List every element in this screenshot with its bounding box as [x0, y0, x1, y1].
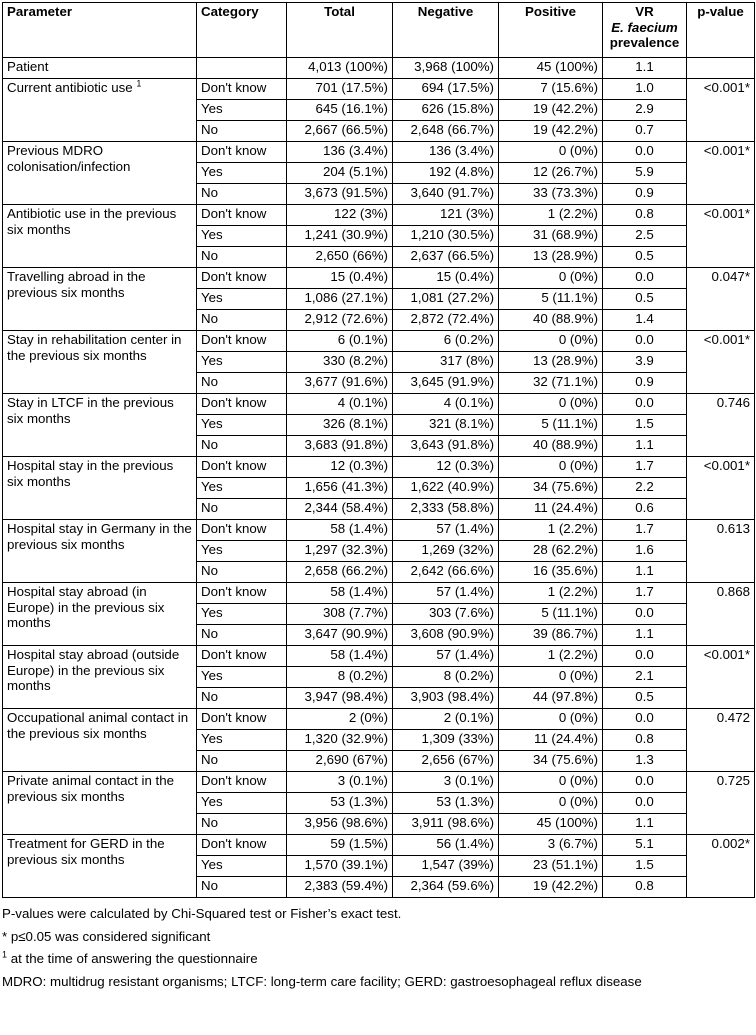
negative-cell: 6 (0.2%) [393, 331, 499, 352]
positive-cell: 3 (6.7%) [499, 835, 603, 856]
positive-cell: 40 (88.9%) [499, 436, 603, 457]
negative-cell: 303 (7.6%) [393, 604, 499, 625]
patient-pvalue [687, 58, 755, 79]
pvalue-cell: 0.746 [687, 394, 755, 457]
category-cell: Don't know [197, 772, 287, 793]
patient-row [3, 58, 755, 79]
parameter-cell [3, 583, 197, 646]
category-cell: Don't know [197, 646, 287, 667]
parameter-label: Hospital stay abroad (outside Europe) in the previous six months [7, 647, 180, 693]
category-cell: Yes [197, 730, 287, 751]
positive-cell: 33 (73.3%) [499, 184, 603, 205]
table-row [3, 268, 755, 289]
negative-cell: 8 (0.2%) [393, 667, 499, 688]
vr-prevalence-cell: 0.8 [603, 205, 687, 226]
positive-cell: 1 (2.2%) [499, 646, 603, 667]
positive-cell: 11 (24.4%) [499, 730, 603, 751]
parameter-cell [3, 457, 197, 520]
vr-prevalence-cell: 1.0 [603, 79, 687, 100]
negative-cell: 2 (0.1%) [393, 709, 499, 730]
table-row [3, 646, 755, 667]
positive-cell: 34 (75.6%) [499, 751, 603, 772]
table-row [3, 205, 755, 226]
total-cell: 3,947 (98.4%) [287, 688, 393, 709]
table-row [3, 520, 755, 541]
pvalue-cell: 0.868 [687, 583, 755, 646]
parameter-cell [3, 79, 197, 142]
vr-prevalence-cell: 0.0 [603, 772, 687, 793]
footnote-abbreviations: MDRO: multidrug resistant organisms; LTCF: long-term care facility; GERD: gastroesophageal reflux disease [2, 974, 642, 989]
vr-prevalence-cell: 0.0 [603, 793, 687, 814]
negative-cell: 3,645 (91.9%) [393, 373, 499, 394]
total-cell: 1,297 (32.3%) [287, 541, 393, 562]
category-cell: Don't know [197, 583, 287, 604]
negative-cell: 4 (0.1%) [393, 394, 499, 415]
negative-cell: 15 (0.4%) [393, 268, 499, 289]
parameter-footnote-marker: 1 [136, 78, 142, 89]
positive-cell: 45 (100%) [499, 814, 603, 835]
total-cell: 53 (1.3%) [287, 793, 393, 814]
positive-cell: 0 (0%) [499, 667, 603, 688]
negative-cell: 1,622 (40.9%) [393, 478, 499, 499]
category-cell: Don't know [197, 709, 287, 730]
positive-cell: 40 (88.9%) [499, 310, 603, 331]
negative-cell: 2,656 (67%) [393, 751, 499, 772]
positive-cell: 13 (28.9%) [499, 247, 603, 268]
total-cell: 1,320 (32.9%) [287, 730, 393, 751]
category-cell: Don't know [197, 268, 287, 289]
negative-cell: 2,637 (66.5%) [393, 247, 499, 268]
category-cell: Don't know [197, 205, 287, 226]
parameter-label: Occupational animal contact in the previous six months [7, 710, 189, 741]
positive-cell: 1 (2.2%) [499, 520, 603, 541]
category-cell: Yes [197, 289, 287, 310]
total-cell: 58 (1.4%) [287, 583, 393, 604]
vr-prevalence-cell: 2.9 [603, 100, 687, 121]
parameter-cell [3, 835, 197, 898]
category-cell: No [197, 877, 287, 898]
category-cell: Don't know [197, 331, 287, 352]
category-cell: No [197, 436, 287, 457]
negative-cell: 3,911 (98.6%) [393, 814, 499, 835]
positive-cell: 0 (0%) [499, 457, 603, 478]
vr-prevalence-cell: 1.7 [603, 520, 687, 541]
total-cell: 4 (0.1%) [287, 394, 393, 415]
header-pvalue: p-value [687, 3, 755, 58]
positive-cell: 1 (2.2%) [499, 205, 603, 226]
vr-prevalence-cell: 2.5 [603, 226, 687, 247]
category-cell: Don't know [197, 79, 287, 100]
parameter-cell [3, 331, 197, 394]
total-cell: 204 (5.1%) [287, 163, 393, 184]
table-row [3, 457, 755, 478]
total-cell: 58 (1.4%) [287, 520, 393, 541]
footnote-antibiotic-timing [2, 951, 754, 967]
category-cell: No [197, 751, 287, 772]
total-cell: 330 (8.2%) [287, 352, 393, 373]
pvalue-cell: 0.047* [687, 268, 755, 331]
positive-cell: 0 (0%) [499, 331, 603, 352]
total-cell: 58 (1.4%) [287, 646, 393, 667]
category-cell: Yes [197, 541, 287, 562]
positive-cell: 0 (0%) [499, 142, 603, 163]
category-cell: No [197, 625, 287, 646]
negative-cell: 3,643 (91.8%) [393, 436, 499, 457]
negative-cell: 57 (1.4%) [393, 583, 499, 604]
parameter-label: Stay in LTCF in the previous six months [7, 395, 174, 426]
patient-parameter: Patient [3, 58, 197, 79]
category-cell: Yes [197, 352, 287, 373]
parameter-cell [3, 709, 197, 772]
positive-cell: 28 (62.2%) [499, 541, 603, 562]
category-cell: No [197, 814, 287, 835]
vr-prevalence-cell: 1.1 [603, 562, 687, 583]
header-negative: Negative [393, 3, 499, 58]
patient-total: 4,013 (100%) [287, 58, 393, 79]
total-cell: 2,912 (72.6%) [287, 310, 393, 331]
parameter-cell [3, 772, 197, 835]
category-cell: Yes [197, 163, 287, 184]
category-cell: Don't know [197, 520, 287, 541]
total-cell: 2,344 (58.4%) [287, 499, 393, 520]
positive-cell: 23 (51.1%) [499, 856, 603, 877]
vr-prevalence-cell: 1.1 [603, 436, 687, 457]
positive-cell: 12 (26.7%) [499, 163, 603, 184]
category-cell: Don't know [197, 394, 287, 415]
total-cell: 3,647 (90.9%) [287, 625, 393, 646]
table-row [3, 772, 755, 793]
results-table-container [2, 2, 754, 898]
positive-cell: 13 (28.9%) [499, 352, 603, 373]
negative-cell: 136 (3.4%) [393, 142, 499, 163]
category-cell: No [197, 310, 287, 331]
parameter-label: Previous MDRO colonisation/infection [7, 143, 131, 174]
negative-cell: 2,364 (59.6%) [393, 877, 499, 898]
parameter-label: Hospital stay abroad (in Europe) in the previous six months [7, 584, 165, 630]
vr-prevalence-cell: 0.7 [603, 121, 687, 142]
pvalue-cell: <0.001* [687, 457, 755, 520]
total-cell: 1,656 (41.3%) [287, 478, 393, 499]
table-row [3, 583, 755, 604]
footnote-pvalue-method: P-values were calculated by Chi-Squared test or Fisher’s exact test. [2, 906, 402, 921]
negative-cell: 53 (1.3%) [393, 793, 499, 814]
vr-prevalence-cell: 0.9 [603, 373, 687, 394]
footnote-significance: * p≤0.05 was considered significant [2, 929, 211, 944]
positive-cell: 44 (97.8%) [499, 688, 603, 709]
pvalue-cell: 0.002* [687, 835, 755, 898]
category-cell: Yes [197, 226, 287, 247]
vr-prevalence-cell: 1.1 [603, 814, 687, 835]
negative-cell: 321 (8.1%) [393, 415, 499, 436]
total-cell: 8 (0.2%) [287, 667, 393, 688]
category-cell: No [197, 121, 287, 142]
positive-cell: 11 (24.4%) [499, 499, 603, 520]
vr-prevalence-cell: 1.7 [603, 583, 687, 604]
vr-prevalence-cell: 1.6 [603, 541, 687, 562]
negative-cell: 626 (15.8%) [393, 100, 499, 121]
total-cell: 6 (0.1%) [287, 331, 393, 352]
negative-cell: 12 (0.3%) [393, 457, 499, 478]
negative-cell: 2,642 (66.6%) [393, 562, 499, 583]
total-cell: 59 (1.5%) [287, 835, 393, 856]
category-cell: Yes [197, 793, 287, 814]
header-vr-line3: prevalence [609, 35, 680, 50]
header-vr-prevalence [603, 3, 687, 58]
positive-cell: 5 (11.1%) [499, 415, 603, 436]
footnote-marker: 1 [2, 949, 8, 960]
vr-prevalence-cell: 0.0 [603, 394, 687, 415]
positive-cell: 0 (0%) [499, 268, 603, 289]
category-cell: Yes [197, 667, 287, 688]
parameter-cell [3, 205, 197, 268]
category-cell: No [197, 688, 287, 709]
total-cell: 2,650 (66%) [287, 247, 393, 268]
positive-cell: 39 (86.7%) [499, 625, 603, 646]
table-row [3, 394, 755, 415]
total-cell: 12 (0.3%) [287, 457, 393, 478]
total-cell: 2,690 (67%) [287, 751, 393, 772]
total-cell: 2,383 (59.4%) [287, 877, 393, 898]
positive-cell: 34 (75.6%) [499, 478, 603, 499]
category-cell: No [197, 562, 287, 583]
pvalue-cell: <0.001* [687, 205, 755, 268]
vr-prevalence-cell: 1.4 [603, 310, 687, 331]
total-cell: 15 (0.4%) [287, 268, 393, 289]
total-cell: 3 (0.1%) [287, 772, 393, 793]
total-cell: 308 (7.7%) [287, 604, 393, 625]
vr-prevalence-cell: 0.5 [603, 247, 687, 268]
category-cell: Yes [197, 415, 287, 436]
table-body [3, 58, 755, 898]
positive-cell: 0 (0%) [499, 772, 603, 793]
parameter-label: Antibiotic use in the previous six months [7, 206, 177, 237]
positive-cell: 0 (0%) [499, 709, 603, 730]
positive-cell: 0 (0%) [499, 793, 603, 814]
vr-prevalence-cell: 5.1 [603, 835, 687, 856]
category-cell: No [197, 499, 287, 520]
positive-cell: 19 (42.2%) [499, 877, 603, 898]
negative-cell: 2,872 (72.4%) [393, 310, 499, 331]
vr-prevalence-cell: 0.0 [603, 709, 687, 730]
total-cell: 2,658 (66.2%) [287, 562, 393, 583]
negative-cell: 1,269 (32%) [393, 541, 499, 562]
negative-cell: 1,210 (30.5%) [393, 226, 499, 247]
vr-prevalence-cell: 0.9 [603, 184, 687, 205]
positive-cell: 0 (0%) [499, 394, 603, 415]
vr-prevalence-cell: 0.5 [603, 688, 687, 709]
total-cell: 645 (16.1%) [287, 100, 393, 121]
category-cell: Don't know [197, 142, 287, 163]
negative-cell: 1,547 (39%) [393, 856, 499, 877]
parameter-cell [3, 142, 197, 205]
positive-cell: 5 (11.1%) [499, 604, 603, 625]
category-cell: Yes [197, 100, 287, 121]
negative-cell: 57 (1.4%) [393, 520, 499, 541]
parameter-label: Travelling abroad in the previous six months [7, 269, 146, 300]
parameter-cell [3, 646, 197, 709]
header-parameter: Parameter [3, 3, 197, 58]
total-cell: 1,570 (39.1%) [287, 856, 393, 877]
vr-prevalence-cell: 2.2 [603, 478, 687, 499]
negative-cell: 56 (1.4%) [393, 835, 499, 856]
negative-cell: 3,608 (90.9%) [393, 625, 499, 646]
parameter-cell [3, 394, 197, 457]
negative-cell: 57 (1.4%) [393, 646, 499, 667]
positive-cell: 16 (35.6%) [499, 562, 603, 583]
vr-prevalence-cell: 2.1 [603, 667, 687, 688]
header-row [3, 3, 755, 58]
pvalue-cell: 0.725 [687, 772, 755, 835]
parameter-label: Stay in rehabilitation center in the previous six months [7, 332, 182, 363]
category-cell: Don't know [197, 835, 287, 856]
positive-cell: 1 (2.2%) [499, 583, 603, 604]
vr-prevalence-cell: 0.0 [603, 604, 687, 625]
total-cell: 136 (3.4%) [287, 142, 393, 163]
vr-prevalence-cell: 1.1 [603, 625, 687, 646]
table-row [3, 709, 755, 730]
total-cell: 122 (3%) [287, 205, 393, 226]
pvalue-cell: <0.001* [687, 646, 755, 709]
total-cell: 1,086 (27.1%) [287, 289, 393, 310]
vr-prevalence-cell: 0.5 [603, 289, 687, 310]
total-cell: 3,677 (91.6%) [287, 373, 393, 394]
footnote-antibiotic-text: at the time of answering the questionnaire [7, 951, 258, 966]
positive-cell: 19 (42.2%) [499, 121, 603, 142]
total-cell: 2 (0%) [287, 709, 393, 730]
negative-cell: 317 (8%) [393, 352, 499, 373]
patient-negative: 3,968 (100%) [393, 58, 499, 79]
parameter-label: Hospital stay in the previous six months [7, 458, 174, 489]
header-vr-line1: VR [635, 4, 654, 19]
patient-category [197, 58, 287, 79]
vr-prevalence-cell: 0.8 [603, 730, 687, 751]
vr-prevalence-cell: 0.0 [603, 331, 687, 352]
parameter-label: Private animal contact in the previous six months [7, 773, 175, 804]
pvalue-cell: <0.001* [687, 331, 755, 394]
category-cell: Yes [197, 856, 287, 877]
patient-vr: 1.1 [603, 58, 687, 79]
negative-cell: 3,640 (91.7%) [393, 184, 499, 205]
table-row [3, 331, 755, 352]
category-cell: No [197, 373, 287, 394]
category-cell: Yes [197, 604, 287, 625]
vr-prevalence-cell: 1.5 [603, 856, 687, 877]
table-row [3, 142, 755, 163]
positive-cell: 19 (42.2%) [499, 100, 603, 121]
vr-prevalence-cell: 0.0 [603, 268, 687, 289]
positive-cell: 32 (71.1%) [499, 373, 603, 394]
parameter-label: Treatment for GERD in the previous six months [7, 836, 165, 867]
header-vr-line2: E. faecium [611, 19, 678, 35]
header-positive: Positive [499, 3, 603, 58]
vr-prevalence-cell: 3.9 [603, 352, 687, 373]
parameter-cell [3, 520, 197, 583]
pvalue-cell: <0.001* [687, 142, 755, 205]
vr-prevalence-cell: 1.3 [603, 751, 687, 772]
negative-cell: 2,333 (58.8%) [393, 499, 499, 520]
total-cell: 3,683 (91.8%) [287, 436, 393, 457]
table-row [3, 79, 755, 100]
vr-prevalence-cell: 0.0 [603, 646, 687, 667]
parameter-label: Hospital stay in Germany in the previous six months [7, 521, 192, 552]
vr-prevalence-cell: 0.8 [603, 877, 687, 898]
pvalue-cell: <0.001* [687, 79, 755, 142]
negative-cell: 192 (4.8%) [393, 163, 499, 184]
negative-cell: 694 (17.5%) [393, 79, 499, 100]
category-cell: No [197, 247, 287, 268]
negative-cell: 3,903 (98.4%) [393, 688, 499, 709]
vr-prevalence-cell: 5.9 [603, 163, 687, 184]
pvalue-cell: 0.613 [687, 520, 755, 583]
vr-prevalence-cell: 0.0 [603, 142, 687, 163]
negative-cell: 1,081 (27.2%) [393, 289, 499, 310]
results-table [2, 2, 755, 898]
patient-positive: 45 (100%) [499, 58, 603, 79]
header-category: Category [197, 3, 287, 58]
positive-cell: 31 (68.9%) [499, 226, 603, 247]
total-cell: 1,241 (30.9%) [287, 226, 393, 247]
category-cell: Don't know [197, 457, 287, 478]
parameter-cell [3, 268, 197, 331]
total-cell: 3,956 (98.6%) [287, 814, 393, 835]
total-cell: 701 (17.5%) [287, 79, 393, 100]
negative-cell: 3 (0.1%) [393, 772, 499, 793]
category-cell: No [197, 184, 287, 205]
negative-cell: 121 (3%) [393, 205, 499, 226]
header-total: Total [287, 3, 393, 58]
vr-prevalence-cell: 0.6 [603, 499, 687, 520]
table-row [3, 835, 755, 856]
parameter-label: Current antibiotic use [7, 80, 133, 95]
negative-cell: 2,648 (66.7%) [393, 121, 499, 142]
category-cell: Yes [197, 478, 287, 499]
negative-cell: 1,309 (33%) [393, 730, 499, 751]
total-cell: 326 (8.1%) [287, 415, 393, 436]
total-cell: 3,673 (91.5%) [287, 184, 393, 205]
positive-cell: 7 (15.6%) [499, 79, 603, 100]
pvalue-cell: 0.472 [687, 709, 755, 772]
vr-prevalence-cell: 1.5 [603, 415, 687, 436]
total-cell: 2,667 (66.5%) [287, 121, 393, 142]
vr-prevalence-cell: 1.7 [603, 457, 687, 478]
positive-cell: 5 (11.1%) [499, 289, 603, 310]
